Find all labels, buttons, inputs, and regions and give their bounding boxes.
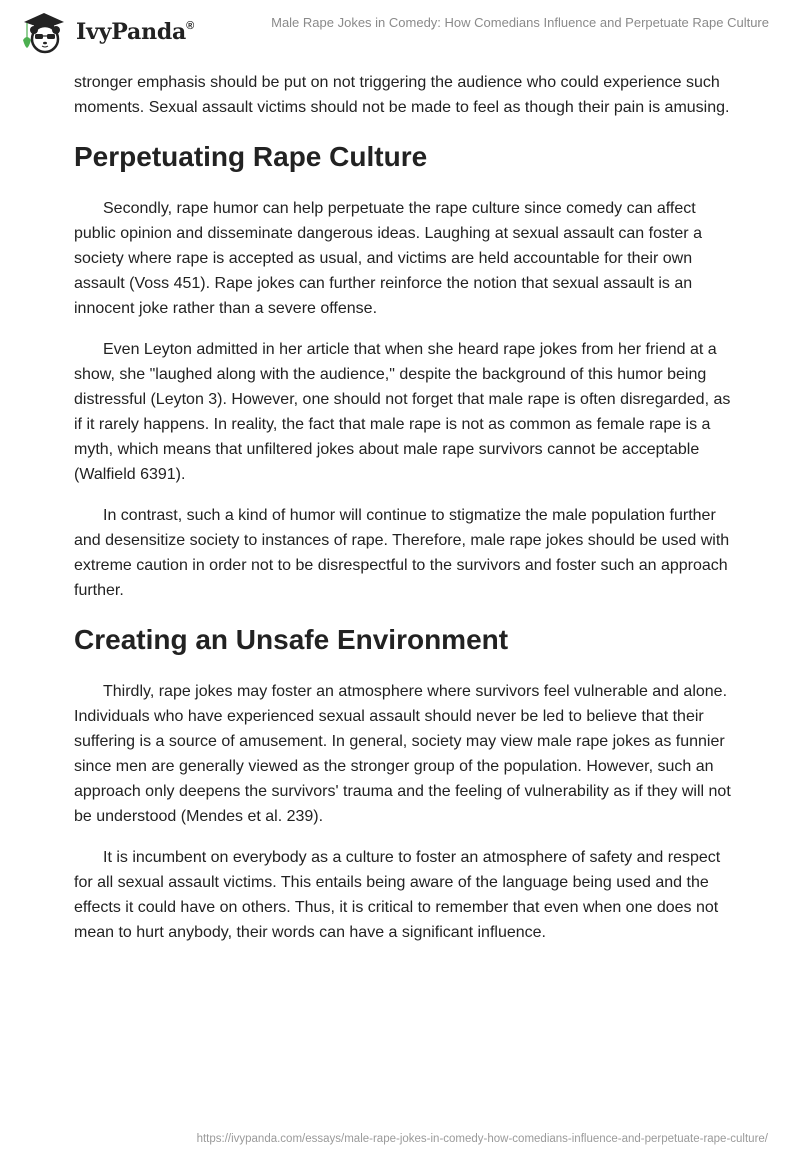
paragraph: Even Leyton admitted in her article that when she heard rape jokes from her friend at a show, she "laughed along with the audience," despite the background of this humor being distressful (Leyton 3). However, one should not forget that male rape is often disregarded, as if it rarely happens. In reality, the fact that male rape is not as common as female rape is a myth, which means that unfiltered jokes about male rape survivors cannot be acceptable (Walfield 6391). — [74, 341, 731, 483]
paragraph: In contrast, such a kind of humor will continue to stigmatize the male population further and desensitize society to instances of rape. Therefore, male rape jokes should be used with extreme caution in order not to be disrespectful to the survivors and foster such an approach further. — [74, 507, 730, 599]
paragraph: Secondly, rape humor can help perpetuate the rape culture since comedy can affect public opinion and disseminate dangerous ideas. Laughing at sexual assault can foster a society where rape is accepted as usual, and victims are held accountable for their own assault (Voss 451). Rape jokes can further reinforce the notion that sexual assault is an innocent joke rather than a severe offense. — [74, 200, 702, 317]
source-url-link[interactable]: https://ivypanda.com/essays/male-rape-jokes-in-comedy-how-comedians-influence-and-perpetuate-rape-culture/ — [196, 1133, 768, 1145]
intro-paragraph: stronger emphasis should be put on not triggering the audience who could experience such moments. Sexual assault victims should not be made to feel as though their pain is amusing. — [74, 74, 730, 116]
essay-body — [74, 70, 734, 961]
section-heading-perpetuating-rape-culture: Perpetuating Rape Culture — [74, 141, 428, 172]
paragraph: Thirdly, rape jokes may foster an atmosphere where survivors feel vulnerable and alone. Individuals who have experienced sexual assault should never be led to believe that their suffering is a source of amusement. In general, society may view male rape jokes as funnier since men are generally viewed as the stronger group of the population. However, such an approach only deepens the survivors' trauma and the feeling of vulnerability as if they will not be understood (Mendes et al. 239). — [74, 683, 731, 825]
panda-graduate-icon — [18, 10, 70, 54]
document-title: Male Rape Jokes in Comedy: How Comedians Influence and Perpetuate Rape Culture — [271, 15, 769, 30]
logo-text: IvyPanda® — [76, 19, 195, 45]
ivypanda-logo[interactable] — [18, 10, 194, 54]
paragraph: It is incumbent on everybody as a culture to foster an atmosphere of safety and respect for all sexual assault victims. This entails being aware of the language being used and the effects it could have on others. Thus, it is critical to remember that even when one does not mean to hurt anybody, their words can have a significant influence. — [74, 849, 721, 941]
section-heading-creating-unsafe-environment: Creating an Unsafe Environment — [74, 624, 509, 655]
page-header — [0, 0, 800, 60]
